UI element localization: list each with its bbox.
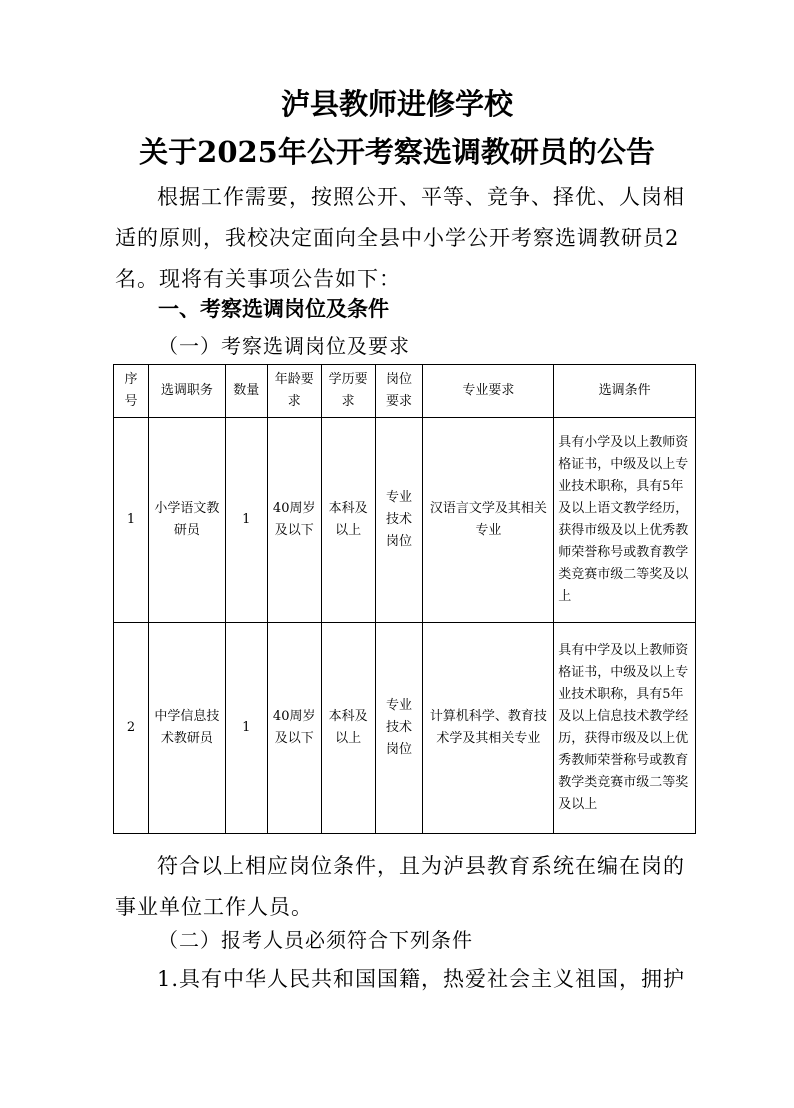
condition-item-1: 1.具有中华人民共和国国籍，热爱社会主义祖国，拥护: [157, 967, 686, 991]
cell-age: 40周岁及以下: [267, 623, 321, 834]
header-cell-education: 学历要求: [321, 365, 375, 418]
cell-conditions: 具有小学及以上教师资格证书，中级及以上专业技术职称，具有5年及以上语文教学经历，获得市级及以上优秀教师荣誉称号或教育教学类竞赛市级二等奖及以上: [554, 418, 696, 623]
eligibility-note: 符合以上相应岗位条件，且为泸县教育系统在编在岗的事业单位工作人员。: [115, 854, 685, 919]
table-row: [114, 623, 696, 834]
header-cell-post: 岗位要求: [375, 365, 423, 418]
subsection2-heading: （二）报考人员必须符合下列条件: [158, 928, 473, 952]
cell-no: 1: [114, 418, 149, 623]
table-row: [114, 418, 696, 623]
cell-post: 专业技术岗位: [375, 623, 423, 834]
positions-table: [113, 364, 696, 834]
table-header-row: [114, 365, 696, 418]
cell-major: 汉语言文学及其相关专业: [423, 418, 554, 623]
header-cell-age: 年龄要求: [267, 365, 321, 418]
cell-conditions: 具有中学及以上教师资格证书，中级及以上专业技术职称，具有5年及以上信息技术教学经历，获得市级及以上优秀教师荣誉称号或教育教学类竞赛市级二等奖及以上: [554, 623, 696, 834]
header-cell-conditions: 选调条件: [554, 365, 696, 418]
cell-position: 小学语文教研员: [148, 418, 225, 623]
cell-count: 1: [225, 623, 267, 834]
header-cell-position: 选调职务: [148, 365, 225, 418]
header-cell-no: 序号: [114, 365, 149, 418]
cell-education: 本科及以上: [321, 418, 375, 623]
subsection1-heading: （一）考察选调岗位及要求: [158, 334, 410, 358]
cell-post: 专业技术岗位: [375, 418, 423, 623]
section1-heading: 一、考察选调岗位及条件: [158, 297, 389, 321]
cell-count: 1: [225, 418, 267, 623]
document-title-line2: 关于2025年公开考察选调教研员的公告: [139, 135, 655, 169]
cell-age: 40周岁及以下: [267, 418, 321, 623]
intro-paragraph: 根据工作需要，按照公开、平等、竞争、择优、人岗相适的原则，我校决定面向全县中小学公开考察选调教研员2名。现将有关事项公告如下：: [115, 185, 685, 291]
header-cell-major: 专业要求: [423, 365, 554, 418]
document-title-line1: 泸县教师进修学校: [280, 87, 513, 121]
cell-education: 本科及以上: [321, 623, 375, 834]
cell-position: 中学信息技术教研员: [148, 623, 225, 834]
header-cell-count: 数量: [225, 365, 267, 418]
cell-major: 计算机科学、教育技术学及其相关专业: [423, 623, 554, 834]
cell-no: 2: [114, 623, 149, 834]
